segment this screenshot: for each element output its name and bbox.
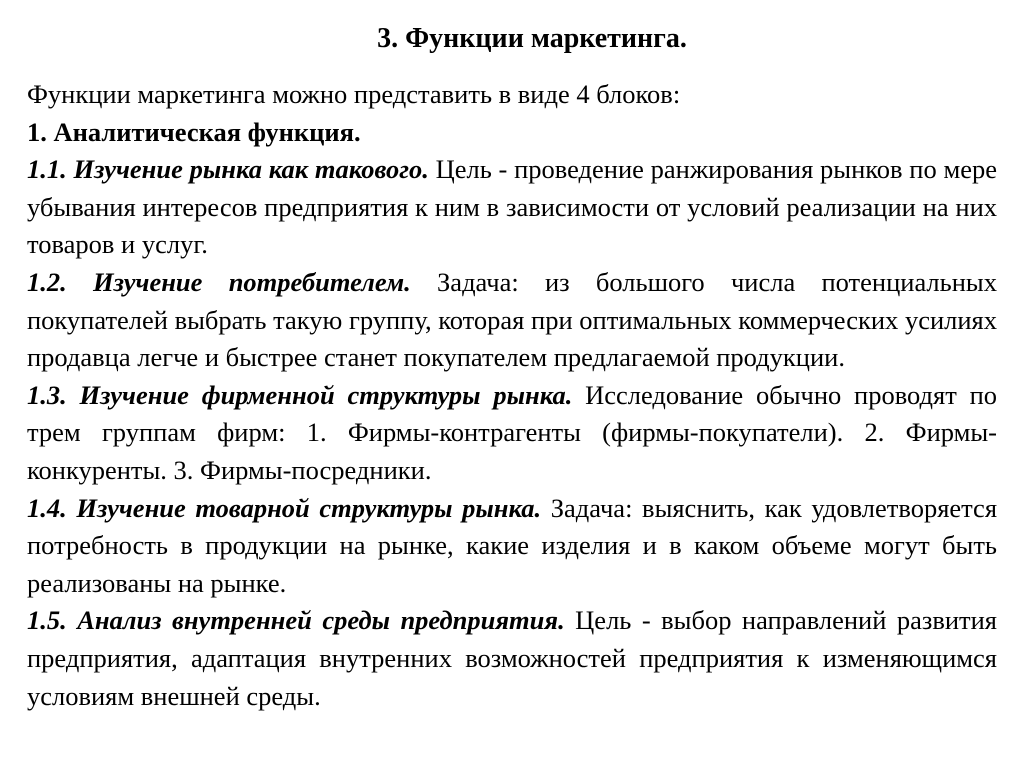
item-1-1 — [27, 151, 997, 264]
item-text: Задача: выяснить, как удовлетворяется потребность в продукции на рынке, какие изделия и в каком объеме могут быть реализованы на рынке. — [27, 492, 998, 598]
item-1-3 — [27, 377, 997, 490]
block-heading: 1. Аналитическая функция. — [27, 116, 361, 147]
item-1-4 — [27, 490, 997, 603]
item-title: 1.2. Изучение потребителем. — [27, 266, 411, 297]
item-title: 1.3. Изучение фирменной структуры рынка. — [27, 379, 573, 410]
item-title: 1.1. Изучение рынка как такового. — [27, 154, 429, 185]
intro-text: Функции маркетинга можно представить в виде 4 блоков: — [27, 79, 681, 109]
item-text: Цель - проведение ранжирования рынков по мере убывания интересов предприятия к ним в зависимости от условий реализации на них товаров и услуг. — [27, 154, 998, 260]
item-title: 1.4. Изучение товарной структуры рынка. — [27, 492, 542, 523]
slide-content — [27, 76, 997, 715]
item-1-2 — [27, 264, 997, 377]
item-1-5 — [27, 602, 997, 715]
item-text: Исследование обычно проводят по трем группам фирм: 1. Фирмы-контрагенты (фирмы-покупатели). 2. Фирмы-конкуренты. 3. Фирмы-посредники. — [27, 379, 997, 485]
slide-title: 3. Функции маркетинга. — [377, 23, 687, 54]
item-text: Цель - выбор направлений развития предприятия, адаптация внутренних возможностей предприятия к изменяющимся условиям внешней среды. — [27, 605, 997, 711]
item-title: 1.5. Анализ внутренней среды предприятия. — [27, 605, 565, 636]
item-text: Задача: из большого числа потенциальных покупателей выбрать такую группу, которая при оптимальных коммерческих усилиях продавца легче и быстрее станет покупателем предлагаемой продукции. — [27, 266, 997, 373]
